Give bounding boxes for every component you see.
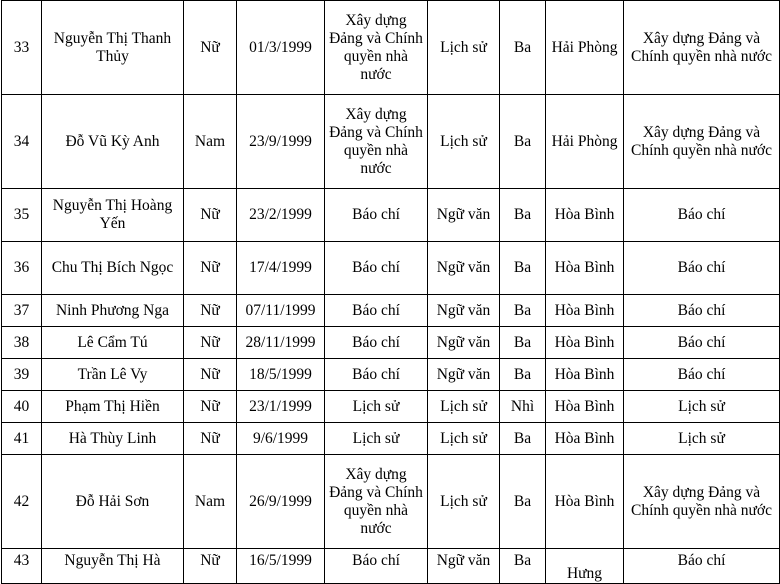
- row-number: 37: [2, 295, 42, 327]
- date-of-birth: 16/5/1999: [237, 549, 325, 584]
- row-number: 41: [2, 423, 42, 455]
- student-name: Trần Lê Vy: [42, 359, 184, 391]
- gender: Nam: [184, 95, 237, 189]
- prize-rank: Ba: [500, 95, 546, 189]
- assigned-major: Báo chí: [624, 549, 780, 584]
- major: Báo chí: [325, 549, 428, 584]
- subject: Ngữ văn: [428, 359, 500, 391]
- gender: Nữ: [184, 391, 237, 423]
- prize-rank: Ba: [500, 189, 546, 242]
- assigned-major: Báo chí: [624, 189, 780, 242]
- gender: Nữ: [184, 549, 237, 584]
- table-row: [2, 391, 780, 423]
- major: Báo chí: [325, 359, 428, 391]
- major: Lịch sử: [325, 391, 428, 423]
- major: Xây dựng Đảng và Chính quyền nhà nước: [325, 95, 428, 189]
- origin: Hải Phòng: [546, 1, 624, 95]
- assigned-major: Xây dựng Đảng và Chính quyền nhà nước: [624, 95, 780, 189]
- row-number: 42: [2, 455, 42, 549]
- table-row: [2, 295, 780, 327]
- major: Lịch sử: [325, 423, 428, 455]
- gender: Nữ: [184, 295, 237, 327]
- date-of-birth: 28/11/1999: [237, 327, 325, 359]
- origin: Hưng: [546, 549, 624, 584]
- date-of-birth: 23/2/1999: [237, 189, 325, 242]
- prize-rank: Ba: [500, 359, 546, 391]
- major: Báo chí: [325, 295, 428, 327]
- gender: Nữ: [184, 327, 237, 359]
- student-name: Đỗ Hải Sơn: [42, 455, 184, 549]
- assigned-major: Báo chí: [624, 295, 780, 327]
- student-name: Chu Thị Bích Ngọc: [42, 242, 184, 295]
- row-number: 33: [2, 1, 42, 95]
- row-number: 43: [2, 549, 42, 584]
- origin: Hòa Bình: [546, 189, 624, 242]
- table-row: [2, 455, 780, 549]
- table-row: [2, 242, 780, 295]
- row-number: 36: [2, 242, 42, 295]
- subject: Ngữ văn: [428, 295, 500, 327]
- date-of-birth: 07/11/1999: [237, 295, 325, 327]
- table-row: [2, 95, 780, 189]
- origin: Hòa Bình: [546, 359, 624, 391]
- student-name: Đỗ Vũ Kỳ Anh: [42, 95, 184, 189]
- student-name: Lê Cẩm Tú: [42, 327, 184, 359]
- assigned-major: Xây dựng Đảng và Chính quyền nhà nước: [624, 1, 780, 95]
- subject: Ngữ văn: [428, 242, 500, 295]
- subject: Ngữ văn: [428, 549, 500, 584]
- date-of-birth: 23/1/1999: [237, 391, 325, 423]
- table-row: [2, 1, 780, 95]
- student-list-table: [1, 0, 780, 584]
- origin: Hòa Bình: [546, 423, 624, 455]
- subject: Lịch sử: [428, 95, 500, 189]
- gender: Nữ: [184, 242, 237, 295]
- assigned-major: Báo chí: [624, 242, 780, 295]
- prize-rank: Nhì: [500, 391, 546, 423]
- major: Xây dựng Đảng và Chính quyền nhà nước: [325, 455, 428, 549]
- prize-rank: Ba: [500, 295, 546, 327]
- prize-rank: Ba: [500, 423, 546, 455]
- assigned-major: Lịch sử: [624, 391, 780, 423]
- student-name: Phạm Thị Hiền: [42, 391, 184, 423]
- table-row: [2, 359, 780, 391]
- table-row: [2, 549, 780, 584]
- origin: Hòa Bình: [546, 391, 624, 423]
- assigned-major: Báo chí: [624, 327, 780, 359]
- student-name: Nguyễn Thị Thanh Thủy: [42, 1, 184, 95]
- origin: Hòa Bình: [546, 327, 624, 359]
- date-of-birth: 17/4/1999: [237, 242, 325, 295]
- row-number: 34: [2, 95, 42, 189]
- prize-rank: Ba: [500, 242, 546, 295]
- subject: Lịch sử: [428, 455, 500, 549]
- major: Báo chí: [325, 327, 428, 359]
- prize-rank: Ba: [500, 327, 546, 359]
- student-name: Hà Thùy Linh: [42, 423, 184, 455]
- origin: Hòa Bình: [546, 242, 624, 295]
- row-number: 39: [2, 359, 42, 391]
- date-of-birth: 26/9/1999: [237, 455, 325, 549]
- row-number: 35: [2, 189, 42, 242]
- origin: Hải Phòng: [546, 95, 624, 189]
- table-row: [2, 189, 780, 242]
- date-of-birth: 01/3/1999: [237, 1, 325, 95]
- assigned-major: Lịch sử: [624, 423, 780, 455]
- subject: Lịch sử: [428, 1, 500, 95]
- date-of-birth: 23/9/1999: [237, 95, 325, 189]
- prize-rank: Ba: [500, 549, 546, 584]
- gender: Nữ: [184, 359, 237, 391]
- subject: Ngữ văn: [428, 189, 500, 242]
- subject: Ngữ văn: [428, 327, 500, 359]
- major: Báo chí: [325, 242, 428, 295]
- student-name: Nguyễn Thị Hà: [42, 549, 184, 584]
- gender: Nữ: [184, 423, 237, 455]
- date-of-birth: 9/6/1999: [237, 423, 325, 455]
- date-of-birth: 18/5/1999: [237, 359, 325, 391]
- table-row: [2, 327, 780, 359]
- student-name: Ninh Phương Nga: [42, 295, 184, 327]
- row-number: 40: [2, 391, 42, 423]
- prize-rank: Ba: [500, 455, 546, 549]
- assigned-major: Xây dựng Đảng và Chính quyền nhà nước: [624, 455, 780, 549]
- row-number: 38: [2, 327, 42, 359]
- gender: Nữ: [184, 1, 237, 95]
- student-name: Nguyễn Thị Hoàng Yến: [42, 189, 184, 242]
- major: Báo chí: [325, 189, 428, 242]
- major: Xây dựng Đảng và Chính quyền nhà nước: [325, 1, 428, 95]
- gender: Nam: [184, 455, 237, 549]
- prize-rank: Ba: [500, 1, 546, 95]
- subject: Lịch sử: [428, 423, 500, 455]
- table-row: [2, 423, 780, 455]
- origin: Hòa Bình: [546, 295, 624, 327]
- origin: Hòa Bình: [546, 455, 624, 549]
- assigned-major: Báo chí: [624, 359, 780, 391]
- subject: Lịch sử: [428, 391, 500, 423]
- gender: Nữ: [184, 189, 237, 242]
